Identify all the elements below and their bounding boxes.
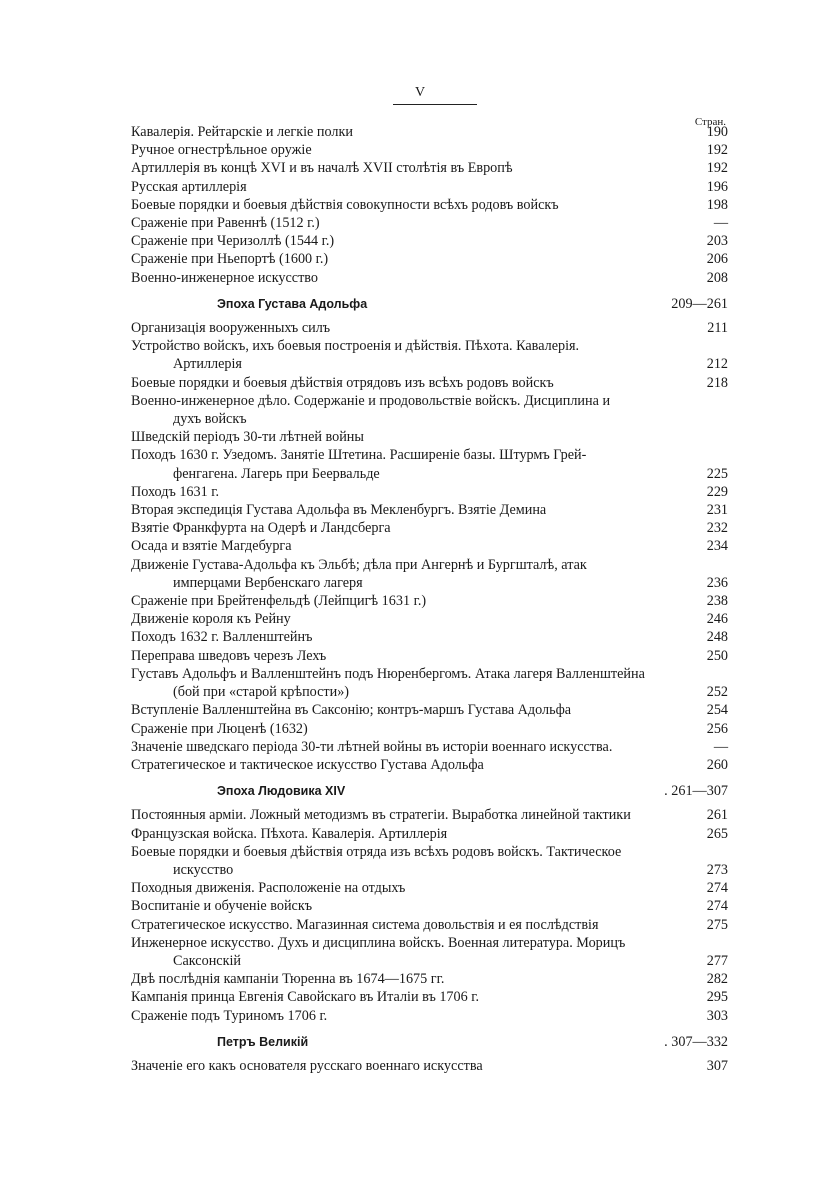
toc-entry-title-block (131, 720, 668, 738)
toc-entry-title: Сраженіе при Брейтенфельдѣ (Лейпцигѣ 1631 г.) (131, 593, 427, 610)
section-heading (131, 782, 728, 800)
toc-entry-title-block (131, 446, 668, 482)
toc-entry-title-block (131, 374, 668, 392)
toc-entry-title: Походъ 1631 г. (131, 483, 220, 500)
toc-entry-page: 212 (706, 356, 728, 373)
toc-entry-title-block (131, 428, 668, 446)
toc-entry-title: Вторая экспедиція Густава Адольфа въ Мекленбургъ. Взятіе Демина (131, 502, 547, 519)
toc-entry-title: Походныя движенія. Расположеніе на отдыхъ (131, 880, 406, 897)
toc-entry-title-block (131, 738, 668, 756)
toc-entry-title: Походъ 1630 г. Узедомъ. Занятіе Штетина. Расширеніе базы. Штурмъ Грей- (131, 447, 587, 464)
toc-entry (131, 123, 728, 141)
toc-entry (131, 374, 728, 392)
toc-entry-page: 218 (706, 374, 728, 391)
toc-entry-title: Шведскій періодъ 30-ти лѣтней войны (131, 429, 364, 446)
toc-entry-title-continuation: духъ войскъ (173, 411, 247, 428)
toc-entry (131, 519, 728, 537)
toc-entry (131, 897, 728, 915)
toc-entry (131, 610, 728, 628)
toc-entry-page: 307 (706, 1057, 728, 1074)
toc-entry-title-block (131, 537, 668, 555)
toc-entry-title-continuation: Саксонскій (173, 952, 242, 969)
section-heading (131, 1033, 728, 1051)
toc-entry-page: 229 (706, 483, 728, 500)
toc-entry-title: Военно-инженерное дѣло. Содержаніе и продовольствіе войскъ. Дисциплина и (131, 392, 611, 409)
toc-entry-page: 274 (706, 898, 728, 915)
toc-entry (131, 269, 728, 287)
toc-entry (131, 806, 728, 824)
toc-entry (131, 141, 728, 159)
toc-entry (131, 537, 728, 555)
toc-entry-page: 295 (706, 989, 728, 1006)
toc-entry (131, 196, 728, 214)
toc-entry-title: Кавалерія. Рейтарскіе и легкіе полки (131, 124, 353, 140)
toc-entry-page: 198 (706, 196, 728, 213)
toc-entry-page: 261 (706, 807, 728, 824)
toc-entry (131, 159, 728, 177)
toc-entry-title: Сраженіе при Люценѣ (1632) (131, 720, 308, 737)
toc-entry-title-block (131, 806, 668, 824)
section-title: Эпоха Людовика XIV (217, 784, 346, 799)
toc-entry (131, 483, 728, 501)
toc-entry (131, 756, 728, 774)
toc-entry-title-block (131, 232, 668, 250)
toc-entry-title-block (131, 483, 668, 501)
toc-entry-title-block (131, 141, 668, 159)
toc-entry (131, 916, 728, 934)
toc-entry (131, 319, 728, 337)
toc-entry-title-block (131, 879, 668, 897)
toc-entry-title: Постоянныя арміи. Ложный методизмъ въ стратегіи. Выработка линейной тактики (131, 807, 631, 824)
toc-entry (131, 843, 728, 879)
toc-entry-title-block (131, 970, 668, 988)
toc-entry-title: Сраженіе при Ньепортѣ (1600 г.) (131, 251, 329, 268)
toc-entry-title: Походъ 1632 г. Валленштейнъ (131, 629, 313, 646)
toc-entry-title-block (131, 159, 668, 177)
toc-entry (131, 825, 728, 843)
toc-entry (131, 665, 728, 701)
toc-entry-title: Стратегическое и тактическое искусство Густава Адольфа (131, 756, 484, 773)
section-title: Эпоха Густава Адольфа (217, 296, 368, 311)
toc-entry-page: 275 (706, 916, 728, 933)
toc-entry-title-block (131, 647, 668, 665)
toc-entry-title-block (131, 843, 668, 879)
toc-entry-page: 232 (706, 520, 728, 537)
toc-entry-title-continuation: искусство (173, 861, 234, 878)
toc-entry (131, 1007, 728, 1025)
toc-entry (131, 556, 728, 592)
toc-entry-title: Организація вооруженныхъ силъ (131, 320, 331, 337)
toc-entry-title-block (131, 250, 668, 268)
toc-entry-title: Кампанія принца Евгенія Савойскаго въ Италіи въ 1706 г. (131, 989, 480, 1006)
toc-entry-page: 238 (706, 593, 728, 610)
toc-entry-title-block (131, 319, 668, 337)
toc-entry (131, 428, 728, 446)
section-title: Петръ Великій (217, 1034, 309, 1049)
toc-entry-title-block (131, 610, 668, 628)
toc-entry-page: 208 (706, 269, 728, 286)
toc-entry-title: Артиллерія въ концѣ XVI и въ началѣ XVII столѣтія въ Европѣ (131, 160, 513, 177)
toc-entry-title-block (131, 519, 668, 537)
toc-entry (131, 232, 728, 250)
toc-entry-title: Сраженіе подъ Туриномъ 1706 г. (131, 1007, 328, 1024)
toc-entry-title: Сраженіе при Черизоллѣ (1544 г.) (131, 233, 335, 250)
toc-entry-page: 248 (706, 629, 728, 646)
toc-entry (131, 337, 728, 373)
section-page-range: . 307—332 (664, 1033, 728, 1050)
toc-entry (131, 446, 728, 482)
toc-entry-title-block (131, 988, 668, 1006)
toc-entry-page: 234 (706, 538, 728, 555)
toc-entry-title: Воспитаніе и обученіе войскъ (131, 898, 313, 915)
toc-entry-page: 282 (706, 971, 728, 988)
section-page-range: 209—261 (671, 295, 728, 312)
toc-entry-page: 303 (706, 1007, 728, 1024)
toc-entry-title-block (131, 337, 668, 373)
toc-entry-title: Движеніе Густава-Адольфа къ Эльбѣ; дѣла при Ангернѣ и Бургшталѣ, атак (131, 556, 587, 573)
toc-entry-page: — (713, 215, 728, 232)
toc-entry (131, 392, 728, 428)
toc-entry-title-block (131, 628, 668, 646)
toc-entry-title-block (131, 178, 668, 196)
toc-entry-title-block (131, 825, 668, 843)
toc-entry-page: 256 (706, 720, 728, 737)
toc-entry (131, 1057, 728, 1075)
toc-entry-page: 254 (706, 702, 728, 719)
toc-entry-page: 277 (706, 952, 728, 969)
toc-entry-page: 203 (706, 233, 728, 250)
toc-entry-title: Значеніе его какъ основателя русскаго военнаго искусства (131, 1057, 483, 1074)
toc-entry (131, 988, 728, 1006)
toc-entry-title: Движеніе короля къ Рейну (131, 611, 291, 628)
toc-entry-page: 274 (706, 880, 728, 897)
toc-entry-page: 273 (706, 861, 728, 878)
toc-entry-title-block (131, 701, 668, 719)
section-heading (131, 295, 728, 313)
toc-entry-title: Двѣ послѣднія кампаніи Тюренна въ 1674—1675 гг. (131, 971, 445, 988)
toc-entry-title-block (131, 269, 668, 287)
table-of-contents (131, 123, 728, 1075)
toc-entry (131, 501, 728, 519)
page-number: V (414, 85, 426, 100)
page-number-rule (393, 104, 477, 105)
toc-entry-title: Устройство войскъ, ихъ боевыя построенія и дѣйствія. Пѣхота. Кавалерія. (131, 338, 580, 355)
toc-entry (131, 879, 728, 897)
toc-entry-title: Боевые порядки и боевыя дѣйствія отрядовъ изъ всѣхъ родовъ войскъ (131, 374, 554, 391)
toc-entry-page: 265 (706, 825, 728, 842)
toc-entry-title: Русская артиллерія (131, 178, 247, 195)
section-page-range: . 261—307 (664, 783, 728, 800)
toc-entry-title-continuation: имперцами Вербенскаго лагеря (173, 574, 363, 591)
toc-entry-title: Стратегическое искусство. Магазинная система довольствія и ея послѣдствія (131, 916, 599, 933)
toc-entry-title: Осада и взятіе Магдебурга (131, 538, 292, 555)
toc-entry-page: 252 (706, 684, 728, 701)
toc-entry-page: 260 (706, 756, 728, 773)
toc-entry-title: Густавъ Адольфъ и Валленштейнъ подъ Нюренбергомъ. Атака лагеря Валленштейна (131, 665, 645, 682)
toc-entry-page: 246 (706, 611, 728, 628)
toc-entry-title-block (131, 556, 668, 592)
toc-entry (131, 701, 728, 719)
toc-entry (131, 934, 728, 970)
toc-entry-page: 192 (706, 160, 728, 177)
toc-entry-title-block (131, 392, 668, 428)
toc-entry-page: 206 (706, 251, 728, 268)
toc-entry-title-continuation: фенгагена. Лагерь при Беервальде (173, 465, 380, 482)
toc-entry-title: Ручное огнестрѣльное оружіе (131, 142, 312, 159)
toc-entry-title-block (131, 756, 668, 774)
toc-entry-title-block (131, 1057, 668, 1075)
toc-entry-title-block (131, 934, 668, 970)
toc-entry-title: Вступленіе Валленштейна въ Саксонію; контръ-маршъ Густава Адольфа (131, 702, 572, 719)
toc-entry-title-block (131, 196, 668, 214)
toc-entry-page: 192 (706, 142, 728, 159)
toc-entry-page: — (713, 738, 728, 755)
toc-entry-title: Значеніе шведскаго періода 30-ти лѣтней войны въ исторіи военнаго искусства. (131, 738, 613, 755)
toc-entry-page: 225 (706, 465, 728, 482)
toc-entry-title-block (131, 501, 668, 519)
toc-entry-title-block (131, 897, 668, 915)
toc-entry-title: Сраженіе при Равеннѣ (1512 г.) (131, 215, 320, 232)
toc-entry-title-block (131, 123, 668, 141)
toc-entry (131, 214, 728, 232)
toc-entry-page: 236 (706, 574, 728, 591)
page-column-header: Стран. (694, 116, 726, 128)
toc-entry-page: 190 (706, 124, 728, 140)
toc-entry-title-block (131, 214, 668, 232)
toc-entry-page: 196 (706, 178, 728, 195)
toc-entry-title-continuation: Артиллерія (173, 356, 242, 373)
toc-entry-title-block (131, 665, 668, 701)
toc-entry-title-block (131, 592, 668, 610)
toc-entry (131, 720, 728, 738)
toc-entry-title: Французская войска. Пѣхота. Кавалерія. Артиллерія (131, 825, 448, 842)
toc-entry (131, 970, 728, 988)
toc-entry-title-block (131, 916, 668, 934)
toc-entry (131, 647, 728, 665)
toc-entry-title: Инженерное искусство. Духъ и дисциплина войскъ. Военная литература. Морицъ (131, 934, 626, 951)
toc-entry-title: Переправа шведовъ черезъ Лехъ (131, 647, 327, 664)
toc-entry (131, 592, 728, 610)
toc-entry (131, 178, 728, 196)
toc-entry-page: 211 (707, 320, 728, 337)
toc-entry-title-continuation: (бой при «старой крѣпости») (173, 684, 350, 701)
toc-entry-title: Военно-инженерное искусство (131, 269, 318, 286)
toc-entry-title: Боевые порядки и боевыя дѣйствія совокупности всѣхъ родовъ войскъ (131, 196, 559, 213)
toc-entry (131, 250, 728, 268)
toc-entry-title: Боевые порядки и боевыя дѣйствія отряда изъ всѣхъ родовъ войскъ. Тактическое (131, 843, 622, 860)
toc-entry-page: 250 (706, 647, 728, 664)
toc-entry-title: Взятіе Франкфурта на Одерѣ и Ландсберга (131, 520, 391, 537)
toc-entry-title-block (131, 1007, 668, 1025)
toc-entry (131, 628, 728, 646)
toc-entry (131, 738, 728, 756)
toc-entry-page: 231 (706, 502, 728, 519)
